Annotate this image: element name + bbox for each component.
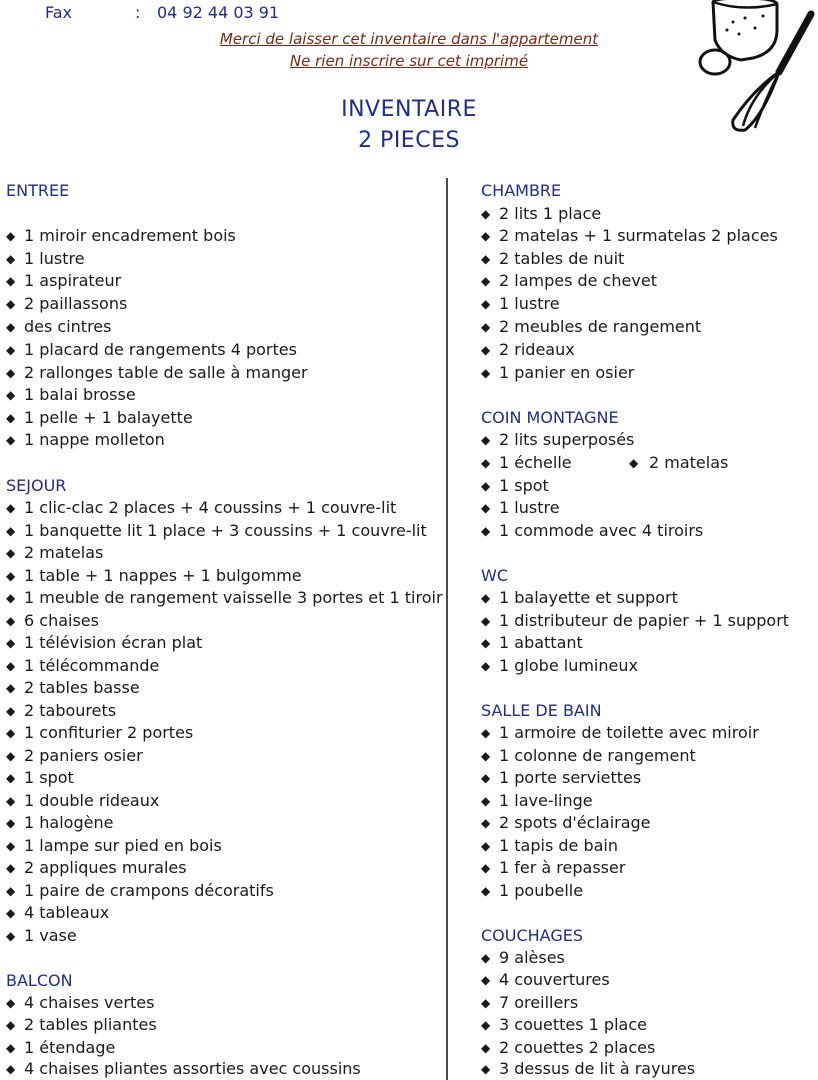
list-item: ◆ 7 oreillers [481, 993, 579, 1012]
list-item: ◆ 2 appliques murales [6, 858, 187, 877]
bullet-icon: ◆ [481, 659, 491, 673]
list-item: ◆ 1 placard de rangements 4 portes [6, 340, 297, 359]
bullet-icon: ◆ [6, 411, 16, 425]
list-item: ◆ 1 banquette lit 1 place + 3 coussins + 1 couvre-lit [6, 521, 427, 540]
section-title-entree: ENTREE [6, 181, 70, 200]
bullet-icon: ◆ [6, 816, 16, 830]
list-item: ◆ 6 chaises [6, 611, 99, 630]
list-item: ◆ 1 spot [6, 768, 74, 787]
bullet-icon: ◆ [481, 456, 491, 470]
list-item: ◆ 1 pelle + 1 balayette [6, 408, 193, 427]
bullet-icon: ◆ [6, 591, 16, 605]
column-divider [446, 178, 448, 1080]
bullet-icon: ◆ [481, 884, 491, 898]
list-item: ◆ 1 double rideaux [6, 791, 160, 810]
list-item: ◆ 1 poubelle [481, 881, 584, 900]
list-item: ◆ 1 colonne de rangement [481, 746, 696, 765]
bullet-icon: ◆ [481, 343, 491, 357]
list-item: ◆ 1 commode avec 4 tiroirs [481, 521, 704, 540]
list-item: ◆ 1 meuble de rangement vaisselle 3 portes et 1 tiroir [6, 588, 443, 607]
list-item: ◆ 2 rallonges table de salle à manger [6, 363, 308, 382]
document-title: INVENTAIRE [341, 97, 477, 122]
list-item: ◆ 1 tapis de bain [481, 836, 618, 855]
bullet-icon: ◆ [481, 1062, 491, 1076]
list-item: ◆ 1 télévision écran plat [6, 633, 203, 652]
list-item: ◆ 1 lustre [481, 498, 560, 517]
bullet-icon: ◆ [6, 614, 16, 628]
bullet-icon: ◆ [6, 906, 16, 920]
bullet-icon: ◆ [6, 388, 16, 402]
bullet-icon: ◆ [6, 749, 16, 763]
bullet-icon: ◆ [481, 433, 491, 447]
fax-label: Fax [45, 3, 73, 22]
notice-leave-inventory: Merci de laisser cet inventaire dans l'appartement [219, 30, 599, 48]
list-item: ◆ 1 paire de crampons décoratifs [6, 881, 274, 900]
list-item: ◆ 2 tables pliantes [6, 1015, 157, 1034]
list-item: ◆ 2 couettes 2 places [481, 1038, 656, 1057]
bullet-icon: ◆ [481, 794, 491, 808]
bullet-icon: ◆ [481, 771, 491, 785]
bullet-icon: ◆ [481, 501, 491, 515]
bullet-icon: ◆ [481, 636, 491, 650]
list-item: ◆ 1 lampe sur pied en bois [6, 836, 222, 855]
list-item: ◆ 9 alèses [481, 948, 565, 967]
list-item: ◆ 1 spot [481, 476, 549, 495]
list-item: ◆ 1 fer à repasser [481, 858, 626, 877]
bullet-icon: ◆ [481, 320, 491, 334]
bullet-icon: ◆ [6, 229, 16, 243]
bullet-icon: ◆ [6, 771, 16, 785]
bullet-icon: ◆ [6, 1018, 16, 1032]
section-title-chambre: CHAMBRE [481, 181, 562, 200]
list-item: ◆ 1 globe lumineux [481, 656, 638, 675]
bullet-icon: ◆ [481, 366, 491, 380]
bullet-icon: ◆ [481, 479, 491, 493]
section-title-wc: WC [481, 566, 508, 585]
bullet-icon: ◆ [6, 659, 16, 673]
bullet-icon: ◆ [481, 229, 491, 243]
list-item: ◆ 3 couettes 1 place [481, 1015, 647, 1034]
list-item: ◆ 1 table + 1 nappes + 1 bulgomme [6, 566, 302, 585]
bullet-icon: ◆ [629, 456, 639, 470]
list-item: ◆ 1 abattant [481, 633, 583, 652]
bullet-icon: ◆ [481, 524, 491, 538]
list-item: ◆ 4 chaises vertes [6, 993, 155, 1012]
bullet-icon: ◆ [481, 252, 491, 266]
list-item: ◆ 1 confiturier 2 portes [6, 723, 194, 742]
list-item: ◆ 1 lave-linge [481, 791, 593, 810]
bullet-icon: ◆ [6, 569, 16, 583]
list-item: ◆ 1 panier en osier [481, 363, 635, 382]
list-item: ◆ 1 lustre [6, 249, 85, 268]
list-item: ◆ 2 meubles de rangement [481, 317, 702, 336]
bullet-icon: ◆ [6, 636, 16, 650]
list-item: ◆ 1 échelle [481, 453, 572, 472]
bullet-icon: ◆ [6, 839, 16, 853]
bullet-icon: ◆ [6, 726, 16, 740]
list-item: ◆ 2 matelas [6, 543, 104, 562]
bullet-icon: ◆ [6, 343, 16, 357]
bullet-icon: ◆ [6, 546, 16, 560]
list-item: ◆ 2 tables de nuit [481, 249, 625, 268]
section-title-salle-de-bain: SALLE DE BAIN [481, 701, 602, 720]
list-item: ◆ 1 miroir encadrement bois [6, 226, 236, 245]
list-item: ◆ 2 lits superposés [481, 430, 635, 449]
list-item: ◆ 4 tableaux [6, 903, 110, 922]
list-item: ◆ 1 armoire de toilette avec miroir [481, 723, 759, 742]
list-item: ◆ 2 matelas + 1 surmatelas 2 places [481, 226, 778, 245]
bullet-icon: ◆ [6, 252, 16, 266]
bullet-icon: ◆ [481, 1041, 491, 1055]
list-item: ◆ 1 lustre [481, 294, 560, 313]
bullet-icon: ◆ [481, 1018, 491, 1032]
fax-number: 04 92 44 03 91 [157, 3, 280, 22]
bullet-icon: ◆ [6, 320, 16, 334]
list-item: ◆ 2 tabourets [6, 701, 117, 720]
bullet-icon: ◆ [6, 929, 16, 943]
list-item: ◆ 1 porte serviettes [481, 768, 642, 787]
list-item: ◆ 1 étendage [6, 1038, 116, 1057]
document-subtitle: 2 PIECES [358, 128, 460, 153]
bullet-icon: ◆ [481, 996, 491, 1010]
list-item: ◆ 1 distributeur de papier + 1 support [481, 611, 790, 630]
list-item: ◆ 2 lampes de chevet [481, 271, 657, 290]
bullet-icon: ◆ [481, 726, 491, 740]
bullet-icon: ◆ [6, 704, 16, 718]
bullet-icon: ◆ [6, 794, 16, 808]
list-item: ◆ 1 balayette et support [481, 588, 678, 607]
bullet-icon: ◆ [481, 297, 491, 311]
fax-line [45, 3, 279, 22]
bullet-icon: ◆ [481, 861, 491, 875]
bullet-icon: ◆ [6, 996, 16, 1010]
section-title-couchages: COUCHAGES [481, 926, 584, 945]
bullet-icon: ◆ [481, 816, 491, 830]
bullet-icon: ◆ [6, 1041, 16, 1055]
bullet-icon: ◆ [6, 861, 16, 875]
notice-do-not-write: Ne rien inscrire sur cet imprimé [289, 52, 529, 70]
bullet-icon: ◆ [481, 749, 491, 763]
list-item: ◆ 2 lits 1 place [481, 204, 602, 223]
list-item: ◆ 1 balai brosse [6, 385, 136, 404]
bullet-icon: ◆ [481, 973, 491, 987]
bullet-icon: ◆ [6, 366, 16, 380]
list-item: ◆ 1 vase [6, 926, 77, 945]
list-item: ◆ 1 halogène [6, 813, 114, 832]
list-item: ◆ 2 rideaux [481, 340, 575, 359]
bullet-icon: ◆ [481, 207, 491, 221]
bullet-icon: ◆ [6, 297, 16, 311]
list-item: ◆ 2 spots d'éclairage [481, 813, 651, 832]
bullet-icon: ◆ [481, 839, 491, 853]
bullet-icon: ◆ [481, 274, 491, 288]
list-item: ◆ 4 couvertures [481, 970, 610, 989]
list-item: ◆ 1 aspirateur [6, 271, 122, 290]
bullet-icon: ◆ [6, 274, 16, 288]
bullet-icon: ◆ [481, 591, 491, 605]
bullet-icon: ◆ [6, 884, 16, 898]
bullet-icon: ◆ [6, 681, 16, 695]
list-item: ◆ 4 chaises pliantes assorties avec coussins [6, 1059, 361, 1078]
section-title-balcon: BALCON [6, 971, 73, 990]
list-item: ◆ 2 paniers osier [6, 746, 143, 765]
list-item: ◆ 1 télécommande [6, 656, 160, 675]
list-item: ◆ 2 paillassons [6, 294, 128, 313]
bullet-icon: ◆ [6, 524, 16, 538]
bullet-icon: ◆ [6, 1062, 16, 1076]
list-item-extra: ◆ 2 matelas [629, 453, 729, 472]
list-item: ◆ 2 tables basse [6, 678, 140, 697]
bullet-icon: ◆ [6, 433, 16, 447]
list-item: ◆ 1 clic-clac 2 places + 4 coussins + 1 couvre-lit [6, 498, 397, 517]
bowl-and-whisk-icon [693, 0, 818, 135]
bullet-icon: ◆ [6, 501, 16, 515]
section-title-coin-montagne: COIN MONTAGNE [481, 408, 619, 427]
bullet-icon: ◆ [481, 614, 491, 628]
list-item: ◆ des cintres [6, 317, 112, 336]
section-title-sejour: SEJOUR [6, 476, 67, 495]
list-item: ◆ 1 nappe molleton [6, 430, 165, 449]
bullet-icon: ◆ [481, 951, 491, 965]
fax-separator: : [135, 3, 141, 22]
list-item: ◆ 3 dessus de lit à rayures [481, 1059, 696, 1078]
